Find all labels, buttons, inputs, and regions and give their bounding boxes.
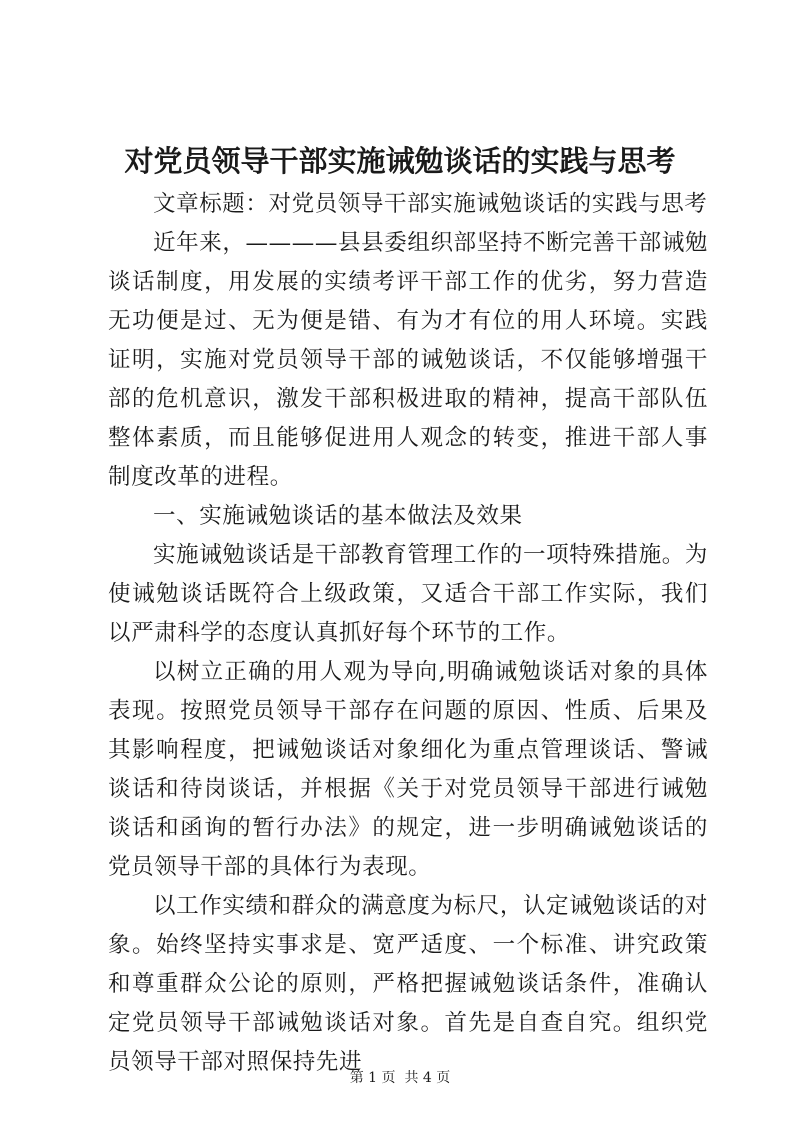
page-footer: 第 1 页 共 4 页 xyxy=(349,1070,451,1086)
section-heading: 一、实施诫勉谈话的基本做法及效果 xyxy=(153,503,523,529)
paragraph-measures: 实施诫勉谈话是干部教育管理工作的一项特殊措施。为使诫勉谈话既符合上级政策，又适合干部工作实际，我们以严肃科学的态度认真抓好每个环节的工作。 xyxy=(108,542,708,646)
paragraph-article-title: 文章标题：对党员领导干部实施诫勉谈话的实践与思考 xyxy=(153,191,708,217)
document-body xyxy=(108,185,708,1082)
paragraph-criteria: 以工作实绩和群众的满意度为标尺，认定诫勉谈话的对象。始终坚持实事求是、宽严适度、一个标准、讲究政策和尊重群众公论的原则，严格把握诫勉谈话条件，准确认定党员领导干部诫勉谈话对象。首先是自查自究。组织党员领导干部对照保持先进 xyxy=(108,893,708,1075)
document-title: 对党员领导干部实施诫勉谈话的实践与思考 xyxy=(124,144,676,178)
paragraph-intro: 近年来，————县县委组织部坚持不断完善干部诫勉谈话制度，用发展的实绩考评干部工作的优劣，努力营造无功便是过、无为便是错、有为才有位的用人环境。实践证明，实施对党员领导干部的诫勉谈话，不仅能够增强干部的危机意识，激发干部积极进取的精神，提高干部队伍整体素质，而且能够促进用人观念的转变，推进干部人事制度改革的进程。 xyxy=(108,230,708,490)
paragraph-guidance: 以树立正确的用人观为导向,明确诫勉谈话对象的具体表现。按照党员领导干部存在问题的原因、性质、后果及其影响程度，把诫勉谈话对象细化为重点管理谈话、警诫谈话和待岗谈话，并根据《关于对党员领导干部进行诫勉谈话和函询的暂行办法》的规定，进一步明确诫勉谈话的党员领导干部的具体行为表现。 xyxy=(108,659,708,880)
